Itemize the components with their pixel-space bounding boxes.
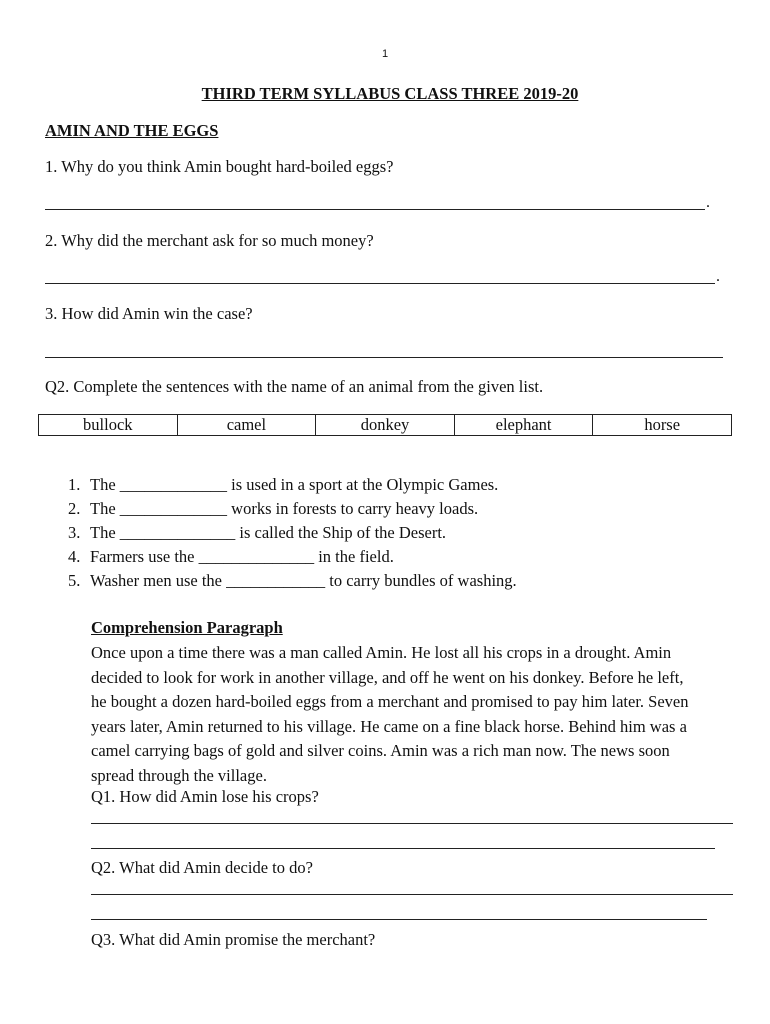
q2-instruction: Q2. Complete the sentences with the name of an animal from the given list. [45,377,544,396]
item-number: 3. [68,523,81,542]
answer-line-c2b[interactable] [91,919,707,920]
animal-cell: camel [177,415,316,436]
item-number: 5. [68,571,81,590]
section-title: AMIN AND THE EGGS [45,121,219,140]
paragraph-line: years later, Amin returned to his village. He came on a fine black horse. Behind him was a [91,716,687,736]
answer-line-2[interactable] [45,283,715,284]
animal-cell: donkey [316,415,455,436]
question-1: 1. Why do you think Amin bought hard-boiled eggs? [45,157,394,176]
comprehension-paragraph [91,641,741,788]
animal-cell: elephant [454,415,593,436]
answer-line-c2a[interactable] [91,894,733,895]
answer-line-c1b[interactable] [91,848,715,849]
item-text: Farmers use the ______________ in the field. [90,547,394,566]
page-number: 1 [381,48,389,60]
paragraph-line: Once upon a time there was a man called Amin. He lost all his crops in a drought. Amin [91,643,672,662]
question-3: 3. How did Amin win the case? [45,304,253,323]
comprehension-heading: Comprehension Paragraph [91,618,283,637]
page-title: THIRD TERM SYLLABUS CLASS THREE 2019-20 [201,84,579,103]
item-text: Washer men use the ____________ to carry bundles of washing. [90,571,517,590]
answer-line-c1a[interactable] [91,823,733,824]
list-item [68,521,517,545]
animal-cell: bullock [39,415,178,436]
item-number: 1. [68,475,81,494]
item-text: The ______________ is called the Ship of the Desert. [90,523,447,542]
answer-end-1: . [706,194,710,211]
question-2: 2. Why did the merchant ask for so much money? [45,231,374,250]
answer-line-1[interactable] [45,209,705,210]
item-number: 4. [68,547,81,566]
item-text: The _____________ works in forests to carry heavy loads. [90,499,479,518]
answer-end-2: . [716,268,720,285]
comprehension-question-2: Q2. What did Amin decide to do? [91,858,313,877]
answer-line-3[interactable] [45,357,723,358]
fill-in-list [68,473,517,593]
comprehension-question-1: Q1. How did Amin lose his crops? [91,787,319,806]
paragraph-line: spread through the village. [91,765,267,785]
paragraph-line: camel carrying bags of gold and silver coins. Amin was a rich man now. The news soon [91,741,670,760]
paragraph-line: he bought a dozen hard-boiled eggs from a merchant and promised to pay him later. Seven [91,692,689,711]
item-text: The _____________ is used in a sport at the Olympic Games. [90,475,499,494]
animal-list-table [38,414,732,436]
comprehension-question-3: Q3. What did Amin promise the merchant? [91,930,376,949]
item-number: 2. [68,499,81,518]
list-item [68,497,517,521]
list-item [68,545,517,569]
paragraph-line: decided to look for work in another village, and off he went on his donkey. Before he left, [91,667,684,687]
list-item [68,569,517,593]
animal-cell: horse [593,415,732,436]
list-item [68,473,517,497]
